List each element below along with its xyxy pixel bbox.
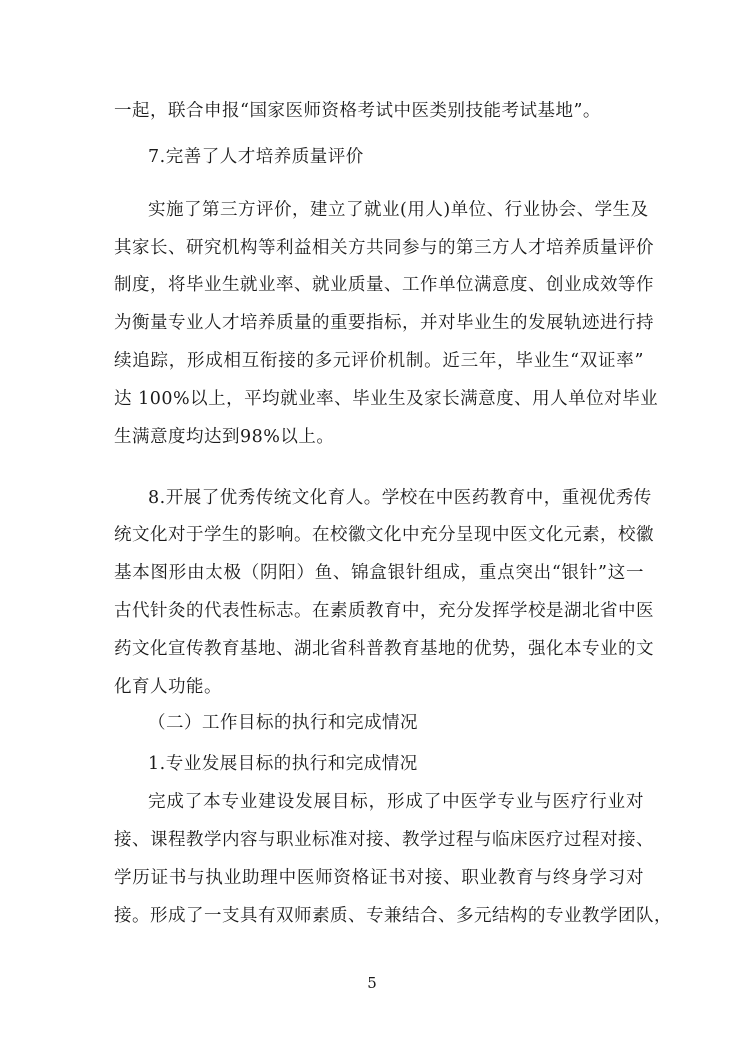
paragraph-8-line-2: 统文化对于学生的影响。在校徽文化中充分呈现中医文化元素，校徽 (114, 525, 654, 545)
paragraph-8-line-1: 8.开展了优秀传统文化育人。学校在中医药教育中，重视优秀传 (148, 488, 652, 508)
paragraph-7-line-7: 生满意度均达到98%以上。 (114, 427, 335, 447)
heading-7: 7.完善了人才培养质量评价 (148, 147, 364, 167)
paragraph-7-line-4: 为衡量专业人才培养质量的重要指标，并对毕业生的发展轨迹进行持 (114, 313, 654, 333)
paragraph-7-line-5: 续追踪，形成相互衔接的多元评价机制。近三年，毕业生“双证率” (114, 351, 644, 371)
page-number: 5 (367, 974, 377, 992)
paragraph-8-line-3: 基本图形由太极（阴阳）鱼、锦盒银针组成，重点突出“银针”这一 (114, 563, 644, 583)
paragraph-1-line-4: 接。形成了一支具有双师素质、专兼结合、多元结构的专业教学团队， (114, 906, 672, 926)
section-heading-2: （二）工作目标的执行和完成情况 (148, 713, 418, 733)
paragraph-1-line-2: 接、课程教学内容与职业标准对接、教学过程与临床医疗过程对接、 (114, 830, 654, 850)
paragraph-8-line-4: 古代针灸的代表性标志。在素质教育中，充分发挥学校是湖北省中医 (114, 601, 654, 621)
paragraph-8-line-5: 药文化宣传教育基地、湖北省科普教育基地的优势，强化本专业的文 (114, 639, 654, 659)
paragraph-1-line-1: 完成了本专业建设发展目标，形成了中医学专业与医疗行业对 (148, 792, 644, 812)
intro-line-1: 一起，联合申报“国家医师资格考试中医类别技能考试基地”。 (114, 101, 601, 121)
paragraph-1-line-3: 学历证书与执业助理中医师资格证书对接、职业教育与终身学习对 (114, 868, 644, 888)
paragraph-7-line-2: 其家长、研究机构等利益相关方共同参与的第三方人才培养质量评价 (114, 238, 654, 258)
heading-1: 1.专业发展目标的执行和完成情况 (148, 754, 418, 774)
paragraph-7-line-3: 制度，将毕业生就业率、就业质量、工作单位满意度、创业成效等作 (114, 275, 654, 295)
paragraph-8-line-6: 化育人功能。 (114, 677, 222, 697)
paragraph-7-line-1: 实施了第三方评价，建立了就业(用人)单位、行业协会、学生及 (148, 200, 649, 220)
paragraph-7-line-6: 达 100%以上，平均就业率、毕业生及家长满意度、用人单位对毕业 (114, 389, 659, 409)
